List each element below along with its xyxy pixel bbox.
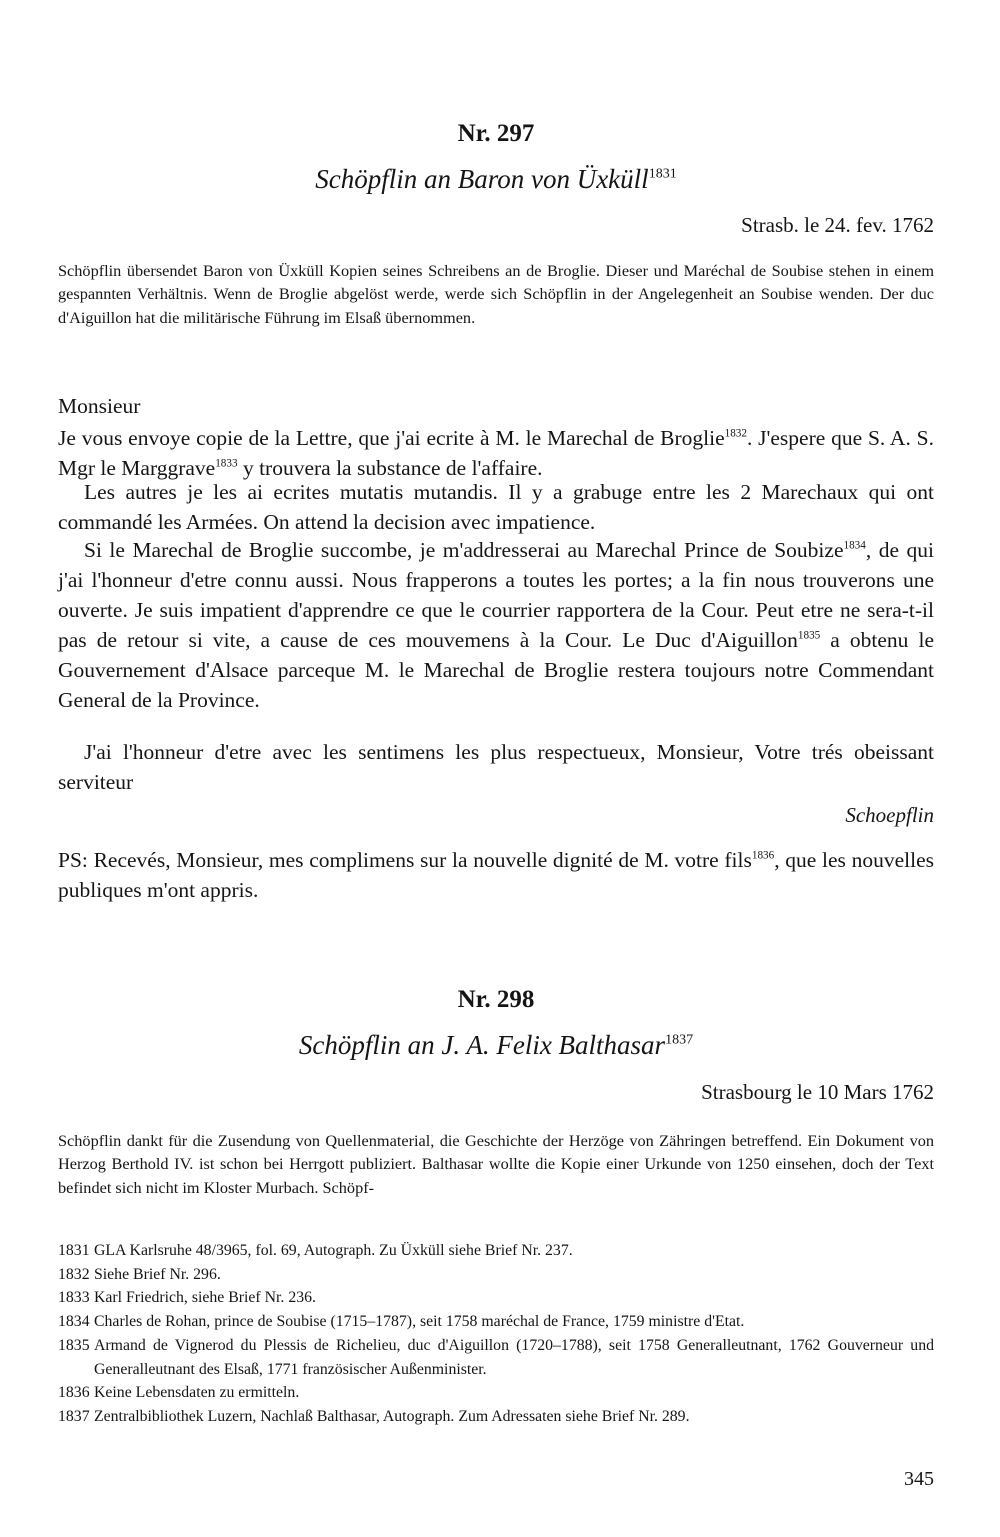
footnote-text: Keine Lebensdaten zu ermitteln. <box>94 1384 300 1402</box>
letter-date: Strasbourg le 10 Mars 1762 <box>701 1080 934 1104</box>
letter-paragraph: Les autres je les ai ecrites mutatis mutandis. Il y a grabuge entre les 2 Marechaux qui ont commandé les Armées. On attend la decision avec impatience. <box>58 480 934 534</box>
footnote-number: 1832 <box>58 1265 90 1283</box>
footnote-text: Karl Friedrich, siehe Brief Nr. 236. <box>94 1289 316 1307</box>
footnote <box>58 1405 934 1429</box>
letter-title <box>58 164 934 195</box>
footnote-ref: 1836 <box>751 849 775 862</box>
footnote <box>58 1310 934 1334</box>
letter-paragraph: Je vous envoye copie de la Lettre, que j'ai ecrite à M. le Marechal de Broglie$^{1832}$. J'espere que S. A. S. Mgr le Marggrave$^{1833}$ y trouvera la substance de l'affaire. <box>58 426 934 480</box>
footnotes <box>58 1239 934 1429</box>
footnote-number: 1836 <box>58 1384 90 1402</box>
footnote-text: Armand de Vignerod du Plessis de Richelieu, duc d'Aiguillon (1720–1788), seit 1758 Generalleutnant, 1762 Gouverneur und Generalleutnant des Elsaß, 1771 französischer Außenminister. <box>94 1336 934 1378</box>
letter-number: Nr. 298 <box>457 986 535 1013</box>
footnote-ref: 1837 <box>665 1031 694 1048</box>
letter-title-text: Schöpflin an Baron von Üxküll <box>315 164 649 194</box>
letter-date: Strasb. le 24. fev. 1762 <box>741 213 934 237</box>
footnote <box>58 1381 934 1405</box>
letter-paragraph: Si le Marechal de Broglie succombe, je m'addresserai au Marechal Prince de Soubize$^{1834}$, de qui j'ai l'honneur d'etre connu aussi. Nous frapperons a toutes les portes; a la fin nous trouverons une ouverte. Je suis impatient d'apprendre ce que le courrier rapportera de la Cour. Peut etre ne sera-t-il pas de retour si vite, a cause de ces mouvemens à la Cour. Le Duc d'Aiguillon$^{1835}$ a obtenu le Gouvernement d'Alsace parceque M. le Marechal de Broglie restera toujours notre Commendant General de la Province. <box>58 538 934 712</box>
footnote-text: Charles de Rohan, prince de Soubise (1715–1787), seit 1758 maréchal de France, 1759 ministre d'Etat. <box>94 1313 745 1331</box>
footnote-number: 1831 <box>58 1242 90 1259</box>
letter-title-text: Schöpflin an J. A. Felix Balthasar <box>298 1030 666 1060</box>
footnote-number: 1837 <box>58 1407 90 1425</box>
footnote <box>58 1239 934 1263</box>
letter-number: Nr. 297 <box>457 120 535 147</box>
footnote-ref: 1835 <box>797 629 821 642</box>
signature: Schoepflin <box>845 803 934 827</box>
footnote-ref: 1832 <box>724 427 747 440</box>
footnote-ref: 1831 <box>648 165 677 182</box>
postscript: PS: Recevés, Monsieur, mes complimens sur la nouvelle dignité de M. votre fils$^{1836}$, que les nouvelles publiques m'ont appris. <box>58 848 935 902</box>
letter-title <box>58 1030 934 1061</box>
footnote-number: 1835 <box>58 1336 90 1354</box>
letter-closing: J'ai l'honneur d'etre avec les sentimens les plus respectueux, Monsieur, Votre trés obeissant serviteur <box>58 740 934 794</box>
footnote-number: 1834 <box>58 1313 90 1331</box>
footnote <box>58 1286 934 1310</box>
footnote-text: Zentralbibliothek Luzern, Nachlaß Balthasar, Autograph. Zum Adressaten siehe Brief Nr. 289. <box>94 1407 690 1425</box>
footnote-text: GLA Karlsruhe 48/3965, fol. 69, Autograph. Zu Üxküll siehe Brief Nr. 237. <box>94 1242 573 1259</box>
book-page <box>58 0 934 1537</box>
salutation: Monsieur <box>58 394 141 418</box>
footnote-text: Siehe Brief Nr. 296. <box>94 1265 221 1283</box>
letter-summary: Schöpflin dankt für die Zusendung von Quellenmaterial, die Geschichte der Herzöge von Zähringen betreffend. Ein Dokument von Herzog Berthold IV. ist schon bei Herrgott publiziert. Balthasar wollte die Kopie einer Urkunde von 1250 einsehen, doch der Text befindet sich nicht im Kloster Murbach. Schöpf- <box>58 1131 934 1197</box>
footnote-ref: 1833 <box>215 457 238 470</box>
footnote-number: 1833 <box>58 1289 90 1307</box>
footnote <box>58 1263 934 1287</box>
footnote <box>58 1334 934 1381</box>
footnote-ref: 1834 <box>843 539 866 552</box>
letter-summary: Schöpflin übersendet Baron von Üxküll Kopien seines Schreibens an de Broglie. Dieser und Maréchal de Soubise stehen in einem gespannten Verhältnis. Wenn de Broglie abgelöst werde, werde sich Schöpflin in der Angelegenheit an Soubise wenden. Der duc d'Aiguillon hat die militärische Führung im Elsaß übernommen. <box>58 261 934 327</box>
page-number: 345 <box>904 1468 934 1490</box>
